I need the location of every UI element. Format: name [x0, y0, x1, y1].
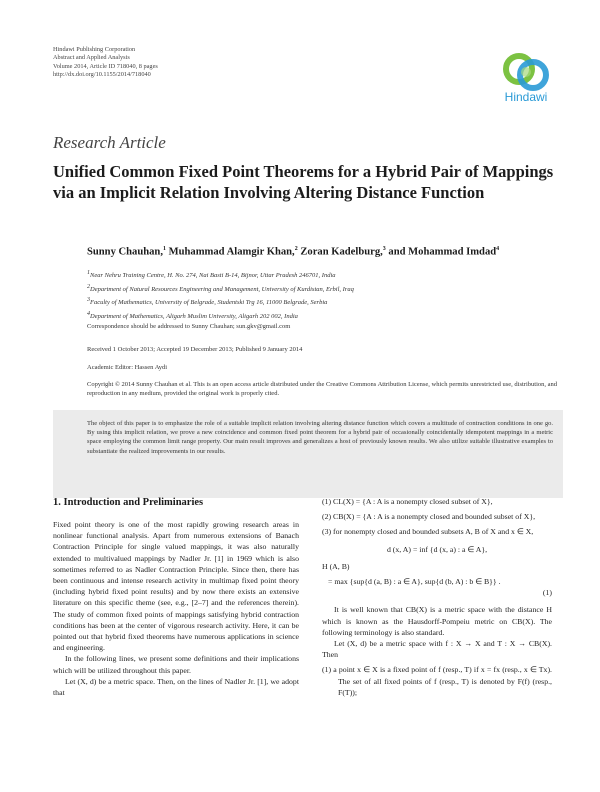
section-title: 1. Introduction and Preliminaries: [53, 497, 204, 508]
publication-dates: Received 1 October 2013; Accepted 19 December 2013; Published 9 January 2014: [87, 346, 303, 353]
abstract: The object of this paper is to emphasize the role of a suitable implicit relation involving altering distance function which covers a multitude of contraction conditions in one go. By using this implicit relation, we prove a new coincidence and common fixed point theorem for a hybrid pair of occasionally coincidentally idempotent mappings in a metric space employing the common limit range property. Our main result improves and generalizes a host of previously known results. We also utilize suitable illustrative examples to substantiate the realized improvements in our results.: [87, 420, 553, 455]
volume-info: Volume 2014, Article ID 718040, 8 pages: [53, 62, 158, 70]
list-item: (2) CB(X) = {A : A is a nonempty closed and bounded subset of X},: [322, 512, 536, 522]
equation: H (A, B): [322, 561, 350, 571]
aff-text: Faculty of Mathematics, University of Belgrade, Studentski Trg 16, 11000 Belgrade, Serbia: [90, 299, 328, 307]
affiliation: [87, 268, 567, 282]
author-sup: 2: [294, 246, 298, 252]
paragraph: It is well known that CB(X) is a metric space with the distance H which is known as the Hausdorff-Pompeiu metric on CB(X). The following terminology is also standard.: [322, 605, 552, 637]
affiliations: [87, 268, 567, 323]
affiliation: [87, 309, 567, 323]
author-sup: 1: [162, 246, 166, 252]
aff-text: Department of Natural Resources Engineering and Management, University of Kurdistan, Erbil, Iraq: [90, 285, 354, 293]
author-name: Muhammad Alamgir Khan,: [165, 246, 295, 258]
journal-header: [53, 46, 158, 80]
doi-link[interactable]: http://dx.doi.org/10.1155/2014/718040: [53, 71, 151, 79]
equation: d (x, A) = inf {d (x, a) : a ∈ A},: [386, 544, 488, 554]
aff-sup: 1: [87, 270, 90, 276]
affiliation: [87, 282, 567, 296]
affiliation: [87, 295, 567, 309]
author-name: Sunny Chauhan,: [87, 246, 163, 258]
author-list: [87, 246, 567, 258]
aff-sup: 3: [87, 297, 90, 304]
aff-text: Department of Mathematics, Aligarh Muslim University, Aligarh 202 002, India: [90, 313, 298, 321]
aff-text: Near Nehru Training Centre, H. No. 274, Nai Basti B-14, Bijnor, Uttar Pradesh 246701, India: [90, 272, 336, 280]
list-item: (1) CL(X) = {A : A is a nonempty closed subset of X},: [322, 497, 493, 506]
paragraph: Let (X, d) be a metric space. Then, on the lines of Nadler Jr. [1], we adopt that: [53, 676, 299, 698]
academic-editor: Academic Editor: Hassen Aydi: [87, 364, 168, 371]
list-item: (3) for nonempty closed and bounded subsets A, B of X and x ∈ X,: [322, 527, 534, 537]
left-column: [53, 519, 299, 698]
hindawi-logo-text: Hindawi: [504, 90, 548, 104]
author-sup: 4: [496, 246, 500, 252]
paragraph: Let (X, d) be a metric space with f : X → X and T : X → CB(X). Then: [322, 639, 552, 660]
publisher: Hindawi Publishing Corporation: [53, 46, 136, 53]
author-sup: 3: [382, 246, 386, 252]
paper-title: Unified Common Fixed Point Theorems for a Hybrid Pair of Mappings via an Implicit Relation Involving Altering Distance Function: [53, 162, 554, 202]
list-item: (1) a point x ∈ X is a fixed point of f (resp., T) if x = fx (resp., x ∈ Tx). The set of all fixed points of f (resp., T) is denoted by F(f) (resp., F(T));: [322, 665, 552, 697]
paragraph: In the following lines, we present some definitions and their implications which will be utilized throughout this paper.: [53, 654, 299, 675]
author-name: Zoran Kadelburg,: [297, 246, 383, 258]
aff-sup: 4: [87, 310, 90, 317]
article-type: Research Article: [53, 133, 166, 152]
correspondence: Correspondence should be addressed to Sunny Chauhan; sun.gkv@gmail.com: [87, 323, 291, 330]
equation: = max {sup{d (a, B) : a ∈ A}, sup{d (b, A) : b ∈ B}} .: [328, 577, 501, 587]
aff-sup: 2: [87, 283, 90, 290]
equation-number: (1): [542, 588, 552, 598]
journal-name: Abstract and Applied Analysis: [53, 54, 130, 62]
paragraph: Fixed point theory is one of the most rapidly growing research areas in nonlinear functional analysis. Apart from numerous extensions of Banach Contraction Principle for single valued mappings, it was also naturally extended to multivalued mappings by Nadler Jr. [1] in 1969 which is also sometimes referred to as Nadler Contraction Principle. Since then, there has been continuous and intense research activity in multimap fixed point theory (including hybrid fixed point results) and by now there exists an extensive literature on this specific theme (see, e.g., [2–7] and the references therein). The study of common fixed points of mappings satisfying hybrid contraction conditions has been at the center of vigorous research activity. Here, it can be pointed out that hybrid fixed theorems have numerous applications in science and engineering.: [53, 520, 299, 653]
copyright: Copyright © 2014 Sunny Chauhan et al. This is an open access article distributed under the Creative Commons Attribution License, which permits unrestricted use, distribution, and reproduction in any medium, provided the original work is properly cited.: [87, 381, 558, 398]
author-name: and Mohammad Imdad: [385, 246, 497, 258]
right-column: [322, 496, 552, 698]
